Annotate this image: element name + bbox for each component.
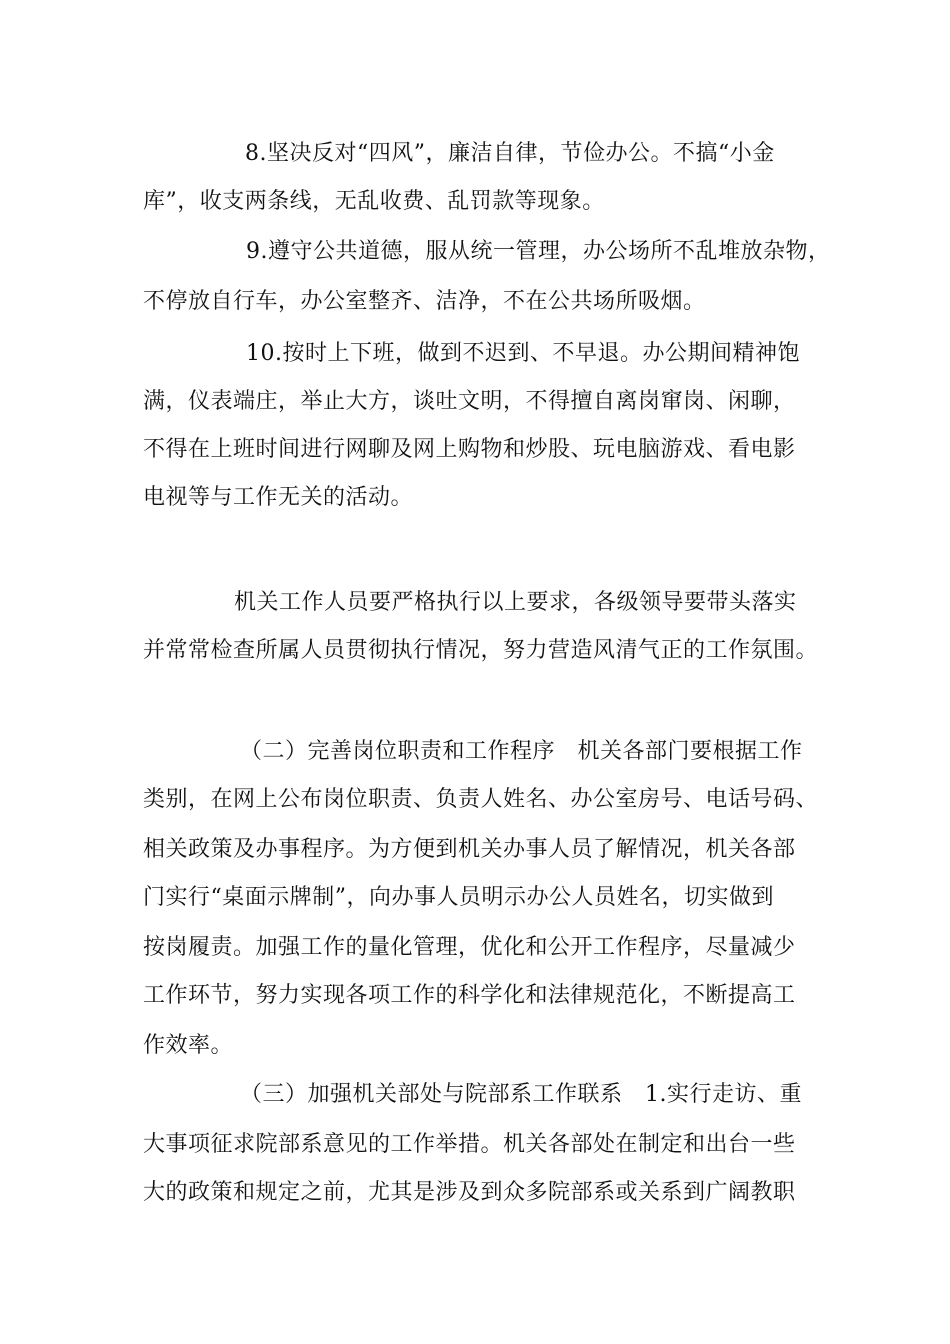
text-line-20: 大的政策和规定之前，尤其是涉及到众多院部系或关系到广阔教职	[143, 1180, 796, 1205]
text-line-3: 9.遵守公共道德，服从统一管理，办公场所不乱堆放杂物，	[246, 239, 831, 264]
text-line-9: 机关工作人员要严格执行以上要求，各级领导要带头落实	[234, 590, 797, 615]
text-line-14: 门实行“桌面示牌制”，向办事人员明示办公人员姓名，切实做到	[143, 885, 774, 910]
text-line-15: 按岗履责。加强工作的量化管理，优化和公开工作程序，尽量减少	[143, 935, 796, 960]
text-line-11: （二）完善岗位职责和工作程序 机关各部门要根据工作	[240, 739, 803, 764]
text-line-8: 电视等与工作无关的活动。	[143, 485, 414, 510]
text-line-7: 不得在上班时间进行网聊及网上购物和炒股、玩电脑游戏、看电影	[143, 437, 796, 462]
text-line-4: 不停放自行车，办公室整齐、洁净，不在公共场所吸烟。	[143, 289, 706, 314]
text-line-6: 满，仪表端庄，举止大方，谈吐文明，不得擅自离岗窜岗、闲聊，	[143, 389, 796, 414]
text-line-13: 相关政策及办事程序。为方便到机关办事人员了解情况，机关各部	[143, 837, 796, 862]
text-line-2: 库”，收支两条线，无乱收费、乱罚款等现象。	[143, 189, 605, 214]
text-line-17: 作效率。	[143, 1033, 234, 1058]
text-line-19: 大事项征求院部系意见的工作举措。机关各部处在制定和出台一些	[143, 1132, 796, 1157]
text-line-16: 工作环节，努力实现各项工作的科学化和法律规范化，不断提高工	[143, 983, 796, 1008]
text-line-1: 8.坚决反对“四风”，廉洁自律，节俭办公。不搞“小金	[245, 141, 775, 166]
text-line-10: 并常常检查所属人员贯彻执行情况，努力营造风清气正的工作氛围。	[143, 638, 819, 663]
text-line-12: 类别，在网上公布岗位职责、负责人姓名、办公室房号、电话号码、	[143, 787, 819, 812]
text-line-18: （三）加强机关部处与院部系工作联系 1.实行走访、重	[240, 1082, 802, 1107]
text-line-5: 10.按时上下班，做到不迟到、不早退。办公期间精神饱	[246, 341, 800, 366]
